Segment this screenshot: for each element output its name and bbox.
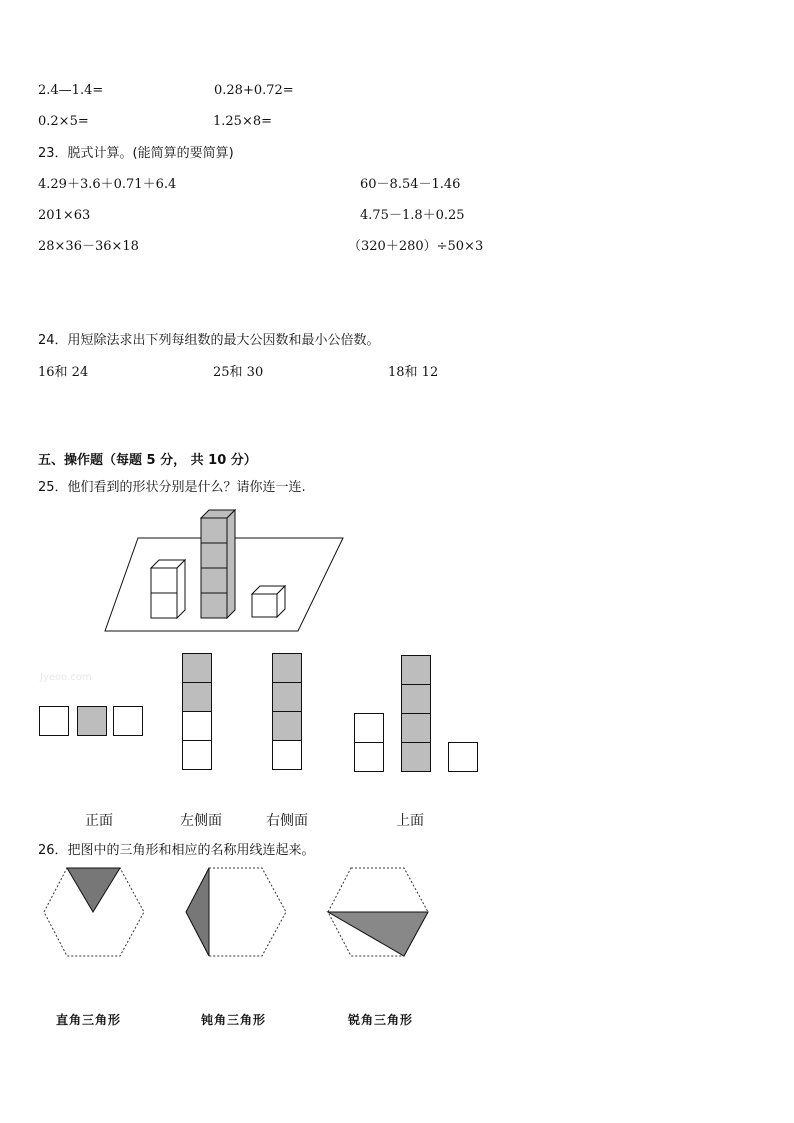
q23-item: （320＋280）÷50×3 [348,239,484,254]
q23-item: 28×36－36×18 [38,239,139,254]
q24-item: 25和 30 [213,365,264,380]
q24-title: 24．用短除法求出下列每组数的最大公因数和最小公倍数。 [38,333,380,348]
label-obtuse-triangle[interactable]: 钝角三角形 [201,1013,267,1027]
expr-1: 2.4—1.4= [38,83,104,98]
view-option-1[interactable] [39,706,145,738]
expr-2: 0.28+0.72= [214,83,294,98]
q23-item: 4.29＋3.6＋0.71＋6.4 [38,177,177,192]
watermark: Jyeoo.com [40,672,92,683]
label-top[interactable]: 上面 [396,813,424,829]
q23-item: 4.75－1.8＋0.25 [360,208,465,223]
gray-cube-stack [201,510,235,618]
hexagon-figure-2[interactable] [184,866,288,958]
section-title: 五、操作题（每题 5 分， 共 10 分） [38,453,257,468]
q23-item: 60－8.54－1.46 [360,177,461,192]
view-option-4[interactable] [353,655,481,775]
q24-item: 18和 12 [388,365,439,380]
label-left-side[interactable]: 左侧面 [180,813,222,829]
label-front[interactable]: 正面 [85,813,113,829]
q23-item: 201×63 [38,208,91,223]
label-right-triangle[interactable]: 直角三角形 [56,1013,122,1027]
hexagon-figure-3[interactable] [326,866,430,958]
view-option-2[interactable] [182,653,214,773]
q23-title: 23．脱式计算。(能简算的要简算) [38,146,234,161]
cube-arrangement-figure [103,508,353,633]
q26-title: 26．把图中的三角形和相应的名称用线连起来。 [38,843,315,858]
single-white-cube [252,586,285,617]
view-option-3[interactable] [272,653,304,773]
white-cube-stack [151,560,185,618]
expr-4: 1.25×8= [213,114,273,129]
label-right-side[interactable]: 右侧面 [266,813,308,829]
label-acute-triangle[interactable]: 锐角三角形 [348,1013,414,1027]
hexagon-figure-1[interactable] [42,866,146,958]
q24-item: 16和 24 [38,365,89,380]
q25-title: 25．他们看到的形状分别是什么？请你连一连. [38,480,306,495]
expr-3: 0.2×5= [38,114,89,129]
